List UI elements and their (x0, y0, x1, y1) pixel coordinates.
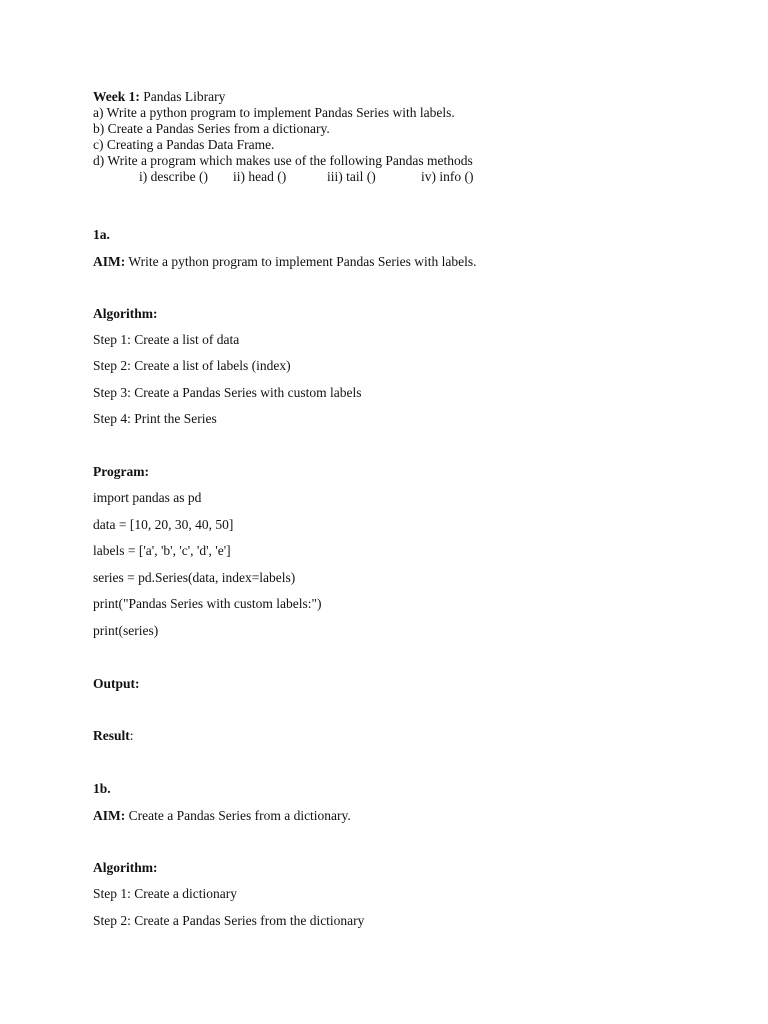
section-1b-aim (93, 808, 351, 824)
algorithm-step: Step 1: Create a dictionary (93, 886, 237, 901)
section-1a-heading (93, 227, 110, 243)
task-d: d) Write a program which makes use of the following Pandas methods (93, 153, 473, 168)
section-1b-algorithm-heading (93, 860, 158, 876)
code-line: print(series) (93, 623, 159, 638)
method-describe: i) describe () (139, 169, 208, 184)
algorithm-heading-text: Algorithm: (93, 306, 158, 321)
methods-list (93, 169, 501, 185)
code-line: import pandas as pd (93, 490, 202, 505)
section-1a-output-heading (93, 676, 140, 692)
algorithm-step: Step 2: Create a Pandas Series from the dictionary (93, 913, 365, 928)
task-c: c) Creating a Pandas Data Frame. (93, 137, 275, 152)
code-line: labels = ['a', 'b', 'c', 'd', 'e'] (93, 543, 231, 558)
week-title-line (93, 89, 501, 105)
method-head: ii) head () (233, 169, 287, 184)
algorithm-step: Step 1: Create a list of data (93, 332, 240, 347)
task-a: a) Write a python program to implement Pandas Series with labels. (93, 105, 455, 120)
section-1a-heading-text: 1a. (93, 227, 110, 242)
method-tail: iii) tail () (327, 169, 376, 184)
algorithm-step: Step 2: Create a list of labels (index) (93, 358, 291, 373)
section-1a-algorithm-heading (93, 306, 158, 322)
section-1a-aim (93, 254, 477, 270)
aim-label: AIM: (93, 808, 126, 823)
program-heading-text: Program: (93, 464, 149, 479)
result-heading-text: Result (93, 728, 130, 743)
section-1b-heading-text: 1b. (93, 781, 111, 796)
algorithm-heading-text: Algorithm: (93, 860, 158, 875)
algorithm-step: Step 4: Print the Series (93, 411, 217, 426)
section-1a-result-heading (93, 728, 134, 744)
code-line: print("Pandas Series with custom labels:") (93, 596, 322, 611)
week-header (93, 89, 501, 185)
code-line: series = pd.Series(data, index=labels) (93, 570, 296, 585)
aim-label: AIM: (93, 254, 126, 269)
week-title: Pandas Library (143, 89, 226, 104)
aim-text: Create a Pandas Series from a dictionary. (128, 808, 351, 823)
aim-text: Write a python program to implement Pandas Series with labels. (128, 254, 477, 269)
section-1a-program-heading (93, 464, 149, 480)
method-info: iv) info () (421, 169, 474, 184)
task-b: b) Create a Pandas Series from a dictionary. (93, 121, 330, 136)
algorithm-step: Step 3: Create a Pandas Series with custom labels (93, 385, 362, 400)
section-1b-heading (93, 781, 111, 797)
code-line: data = [10, 20, 30, 40, 50] (93, 517, 234, 532)
output-heading-text: Output: (93, 676, 140, 691)
result-colon: : (129, 728, 134, 743)
week-label: Week 1: (93, 89, 140, 104)
